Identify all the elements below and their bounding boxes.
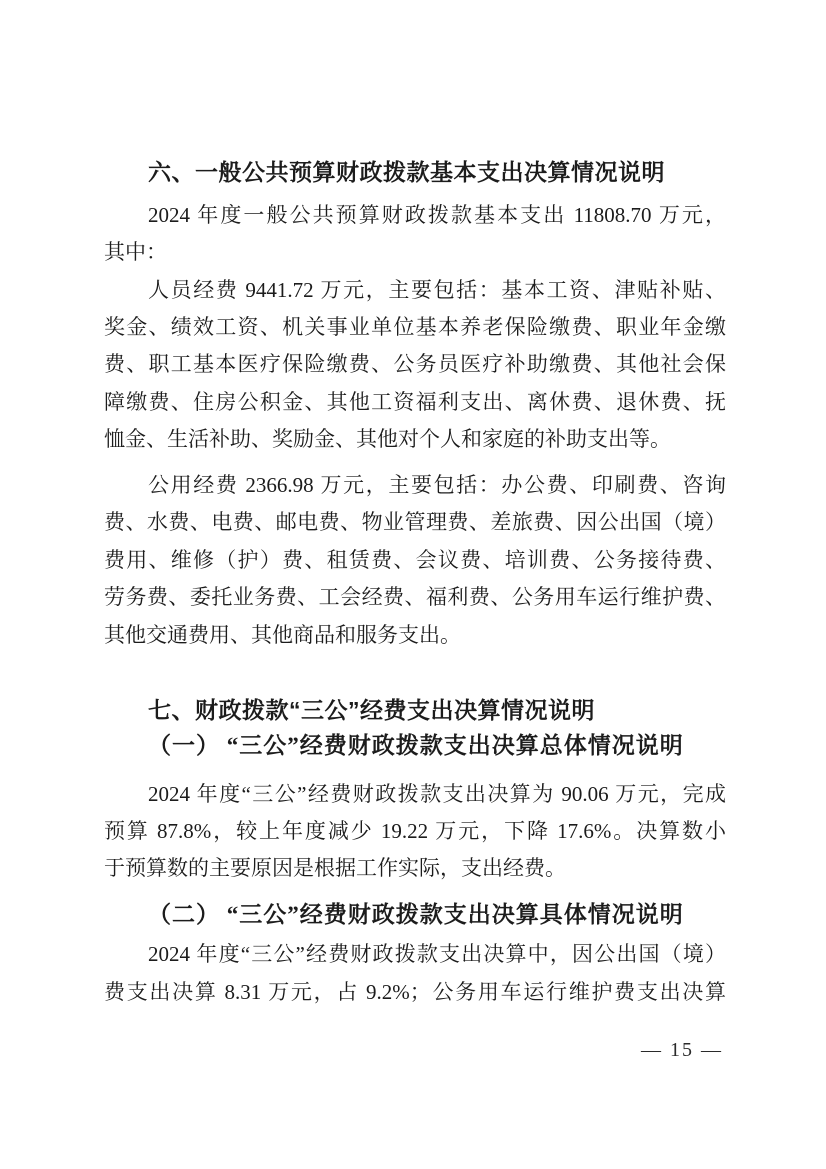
body-line: 劳务费、委托业务费、工会经费、福利费、公务用车运行维护费、: [104, 585, 726, 609]
body-line: 于预算数的主要原因是根据工作实际，支出经费。: [104, 856, 566, 880]
body-line: 费、水费、电费、邮电费、物业管理费、差旅费、因公出国（境）: [104, 510, 726, 534]
body-line: 费支出决算 8.31 万元，占 9.2%；公务用车运行维护费支出决算: [104, 980, 726, 1004]
body-line: 公用经费 2366.98 万元，主要包括：办公费、印刷费、咨询: [148, 473, 726, 497]
body-line: 费、职工基本医疗保险缴费、公务员医疗补助缴费、其他社会保: [104, 352, 726, 376]
body-line: 人员经费 9441.72 万元，主要包括：基本工资、津贴补贴、: [148, 278, 726, 302]
body-line: 其他交通费用、其他商品和服务支出。: [104, 623, 461, 647]
body-line: 障缴费、住房公积金、其他工资福利支出、离休费、退休费、抚: [104, 390, 726, 414]
body-line: 预算 87.8%，较上年度减少 19.22 万元，下降 17.6%。决算数小: [104, 819, 726, 843]
page-number: — 15 —: [641, 1039, 723, 1061]
body-line: 2024 年度“三公”经费财政拨款支出决算为 90.06 万元，完成: [148, 782, 726, 806]
body-line: 恤金、生活补助、奖励金、其他对个人和家庭的补助支出等。: [104, 427, 671, 451]
subsection-two-heading: （二） “三公”经费财政拨款支出决算具体情况说明: [148, 902, 684, 927]
body-line: 2024 年度“三公”经费财政拨款支出决算中，因公出国（境）: [148, 942, 726, 966]
body-line: 2024 年度一般公共预算财政拨款基本支出 11808.70 万元，: [148, 203, 726, 227]
body-line: 其中：: [104, 240, 167, 264]
body-line: 费用、维修（护）费、租赁费、会议费、培训费、公务接待费、: [104, 548, 726, 572]
section-six-heading: 六、一般公共预算财政拨款基本支出决算情况说明: [148, 159, 665, 185]
body-line: 奖金、绩效工资、机关事业单位基本养老保险缴费、职业年金缴: [104, 315, 726, 339]
subsection-one-heading: （一） “三公”经费财政拨款支出决算总体情况说明: [148, 733, 684, 758]
section-seven-heading: 七、财政拨款“三公”经费支出决算情况说明: [148, 697, 595, 723]
